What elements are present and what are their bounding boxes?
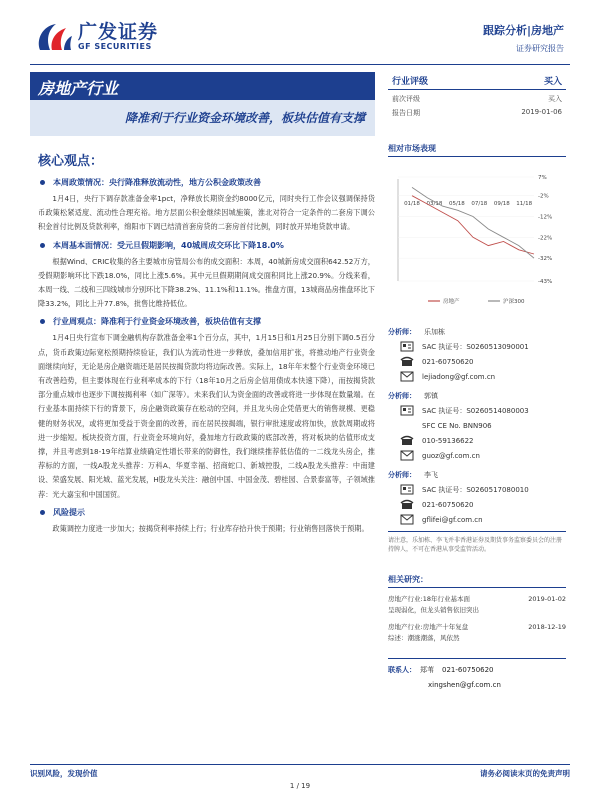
analyst-sac: SAC 执证号：S0260514080003 bbox=[422, 406, 529, 415]
related-research bbox=[388, 574, 566, 644]
y-tick-label: -2% bbox=[538, 193, 549, 200]
x-tick-label: 11/18 bbox=[516, 201, 533, 207]
prev-rating-value: 买入 bbox=[548, 95, 562, 103]
contact-phone: 021-60750620 bbox=[442, 666, 494, 674]
section-text: 根据Wind、CRIC收集的各主要城市房管局公布的成交面积：本周，40城新房成交面积642.52万方，受假期影响环比下跌18.0%，同比上涨5.6%。其中元旦假期期间成交面积同比上涨20.9%。分线来看，本周一线、二线和三四线城市分别环比下降38.2%、11.1%和11.1%。推盘方面，13城商品房推盘环比下降33.2%，同比上升77.8%，批售比维持低位。 bbox=[38, 256, 375, 309]
contact-name: 郑苇 bbox=[420, 666, 434, 674]
section-text: 1月4日，央行下调存款准备金率1pct，净释放长期资金约8000亿元，同时央行工作会议强调保持货币政策松紧适度、流动性合理充裕。地方层面公积金继续因城施策，淮北对符合一定条件的二套房下调公积金首付比例及贷款利率，绵阳市下调已结清首套房贷的二套房首付比例，同时放开异地贷款申请。 bbox=[38, 194, 375, 232]
rating-label: 行业评级 bbox=[392, 77, 429, 87]
market-chart bbox=[388, 159, 566, 314]
legend-label: 房地产 bbox=[443, 299, 460, 305]
phone-icon bbox=[400, 499, 414, 510]
page-header bbox=[0, 0, 600, 68]
contact-block bbox=[388, 658, 566, 675]
x-tick-label: 07/18 bbox=[471, 201, 488, 207]
x-tick-label: 03/18 bbox=[426, 201, 443, 207]
related-item[interactable]: 房地产行业:房地产十年复盘 2018-12-19 综述：潮涨潮落，风依然 bbox=[388, 623, 566, 642]
legend-label: 沪深300 bbox=[503, 299, 525, 305]
section-text: 政策调控力度进一步加大；按揭贷利率持续上行；行业库存拾升快于预期；行业销售回落快于预期。 bbox=[52, 523, 369, 533]
report-subtitle: 证券研究报告 bbox=[516, 44, 564, 53]
analyst-name: 郭镇 bbox=[424, 391, 438, 400]
bullet-icon bbox=[40, 510, 45, 515]
id-card-icon bbox=[400, 341, 414, 352]
phone-icon bbox=[400, 435, 414, 446]
section-heading: 本周基本面情况：受元旦假期影响，40城周成交环比下降18.0% bbox=[38, 240, 375, 252]
series-line-1 bbox=[412, 187, 534, 258]
section-heading: 风险提示 bbox=[38, 507, 375, 519]
logo-en-text: GF SECURITIES bbox=[78, 42, 152, 51]
rating-value: 买入 bbox=[543, 77, 562, 87]
x-tick-label: 05/18 bbox=[448, 201, 465, 207]
bullet-icon bbox=[40, 319, 45, 324]
gf-logo-icon bbox=[34, 20, 74, 54]
title-banner bbox=[30, 72, 375, 136]
analyst-label: 分析师： bbox=[388, 327, 416, 336]
analyst-phone: 021-60750620 bbox=[422, 500, 474, 509]
analyst-sac: SAC 执证号：S0260513090001 bbox=[422, 342, 529, 351]
prev-rating-label: 前次评级 bbox=[392, 95, 420, 103]
section-heading: 行业周观点：降准利于行业资金环境改善，板块估值有支撑 bbox=[38, 316, 375, 328]
id-card-icon bbox=[400, 405, 414, 416]
logo-cn-text: 广发证券 bbox=[78, 21, 159, 43]
header-divider bbox=[30, 64, 570, 65]
core-title: 核心观点： bbox=[38, 154, 104, 169]
related-title: 相关研究： bbox=[388, 574, 566, 588]
main-content bbox=[38, 172, 375, 536]
email-icon bbox=[400, 371, 414, 382]
analyst-sfc: SFC CE No. BNN906 bbox=[422, 421, 492, 430]
y-tick-label: -32% bbox=[538, 256, 553, 263]
market-title: 相对市场表现 bbox=[388, 143, 566, 157]
analyst-sac: SAC 执证号：S0260517080010 bbox=[422, 485, 529, 494]
email-icon bbox=[400, 514, 414, 525]
analyst-label: 分析师： bbox=[388, 391, 416, 400]
analyst-email[interactable]: gflifei@gf.com.cn bbox=[422, 515, 483, 524]
report-type: 跟踪分析|房地产 bbox=[482, 24, 564, 37]
bullet-icon bbox=[40, 243, 45, 248]
footer-disclaimer: 请务必阅读末页的免责声明 bbox=[480, 769, 570, 778]
bullet-icon bbox=[40, 180, 45, 185]
report-headline: 降准利于行业资金环境改善，板块估值有支撑 bbox=[124, 111, 365, 125]
x-tick-label: 01/18 bbox=[404, 201, 420, 207]
sidebar bbox=[388, 143, 566, 689]
y-tick-label: -22% bbox=[538, 235, 553, 242]
company-logo bbox=[34, 20, 158, 54]
analyst-email[interactable]: guoz@gf.com.cn bbox=[422, 451, 480, 460]
section-heading: 本周政策情况：央行降准释放流动性，地方公积金政策改善 bbox=[38, 177, 375, 189]
industry-title: 房地产行业 bbox=[38, 79, 119, 98]
report-date-value: 2019-01-06 bbox=[521, 108, 562, 116]
report-date-label: 报告日期 bbox=[392, 109, 420, 117]
x-tick-label: 09/18 bbox=[493, 201, 510, 207]
contact-label: 联系人： bbox=[388, 666, 416, 674]
section-text: 1月4日央行宣布下调金融机构存款准备金率1个百分点，其中，1月15日和1月25日分别下调0.5百分点，货币政策边际宽松预期持续验证，我们认为流动性进一步释放，叠加信用扩张，将推动地产行业资金面继续向好，无论是房企融资端还是居民按揭贷款均将边际改善。实际上，18年年末整个行业资金环境已有改善趋势，但主要体现在行业利率成本的下行（18年10月之后房企信用债成本快速下降），而按揭贷款部分重点城市也逐步下调按揭利率（如广深等）。未来我们认为资金面的改善或将进一步体现在数量端。在行业基本面持续下行的背景下，房企融资政策存在松动的空间，并且龙头房企凭借更大的销售规模、更稳健的财务状况，或将更加受益于资金面的改善，而在居民按揭端，银行审批速度或将加快，放款周期或将进一步缩短。板块投资方面，行业资金环境向好，叠加地方行政政策的底部改善，将对板块的估值形成支撑，并且考虑到18-19年结算业绩确定性增长带来的防御性，我们继续推荐低估值的一二线龙头房企，推荐标的方面，一线A股龙头推荐：万科A、华夏幸福、招商蛇口、新城控股，二线A股龙头推荐：中南建设、荣盛发展、阳光城、蓝光发展，H股龙头关注：融创中国、中国金茂、碧桂园、合景泰富等，子领域推荐：光大嘉宝和中国国贸。 bbox=[38, 333, 375, 499]
analyst-name: 乐加栋 bbox=[424, 327, 445, 336]
related-item[interactable]: 房地产行业:18年行业基本面 2019-01-02 呈现弱化，但龙头销售依旧突出 bbox=[388, 595, 566, 614]
phone-icon bbox=[400, 356, 414, 367]
contact-email[interactable]: xingshen@gf.com.cn bbox=[428, 681, 501, 689]
analyst-name: 李飞 bbox=[424, 470, 438, 479]
email-icon bbox=[400, 450, 414, 461]
analyst-email[interactable]: lejiadong@gf.com.cn bbox=[422, 372, 496, 381]
analyst-label: 分析师： bbox=[388, 470, 416, 479]
y-tick-label: -12% bbox=[538, 214, 553, 221]
y-tick-label: -43% bbox=[538, 279, 553, 285]
footer-slogan: 识别风险，发现价值 bbox=[30, 769, 98, 778]
analyst-phone: 021-60750620 bbox=[422, 357, 474, 366]
analyst-phone: 010-59136622 bbox=[422, 436, 474, 445]
analyst-block bbox=[388, 324, 566, 527]
page-footer bbox=[30, 764, 570, 779]
rating-box bbox=[388, 72, 566, 118]
y-tick-label: 7% bbox=[538, 175, 547, 181]
id-card-icon bbox=[400, 484, 414, 495]
page-number: 1 / 19 bbox=[289, 782, 311, 790]
disclaimer-note: 请注意，乐加栋、李飞并非香港证券及期货事务监察委员会的注册持牌人，不可在香港从事受监管活动。 bbox=[388, 531, 566, 554]
